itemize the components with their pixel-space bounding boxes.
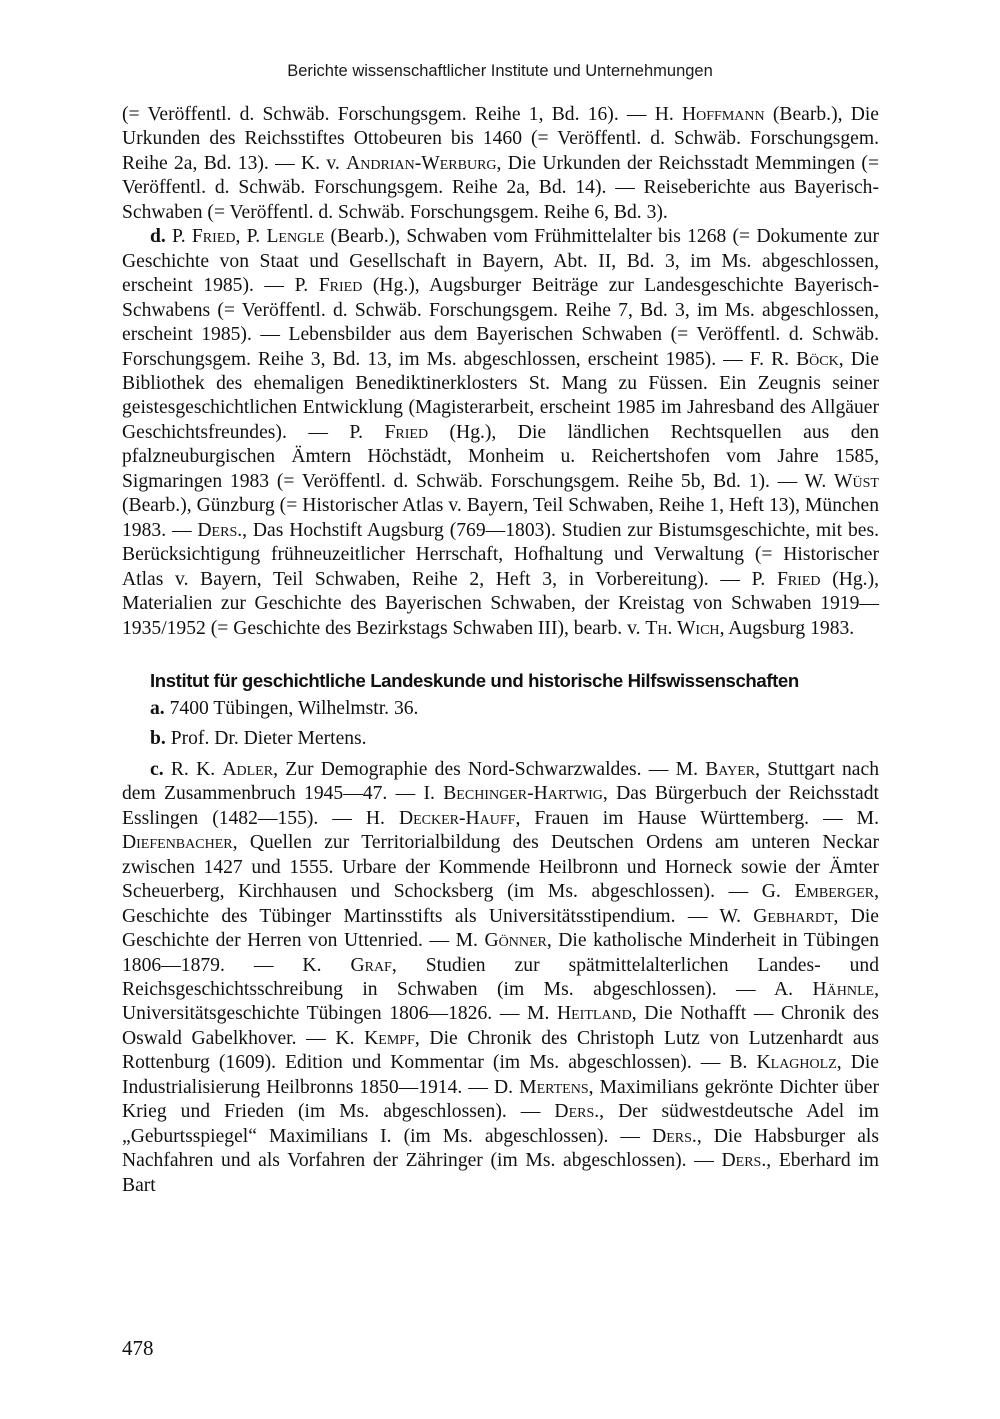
text-run: (Hg.), Augsburger Beiträge zur Landesgeschichte Bayerisch-Schwabens (= Veröffentl. d. Schwäb. Forschungsgem. Reihe 7, Bd. 3, im Ms. abgeschlossen, erscheint 1985). — Lebensbilder aus dem Bayerischen Schwaben (= Veröffentl. d. Schwäb. Forschungsgem. Reihe 3, Bd. 13, im Ms. abgeschlossen, erscheint 1985). — F. R. <box>122 275 879 370</box>
text-run: , Die katholische Minderheit in Tübingen 1806—1879. — K. <box>122 930 880 976</box>
text-run: (Bearb.), Günzburg (= Historischer Atlas v. Bayern, Teil Schwaben, Reihe 1, Heft 13), München 1983. — <box>122 495 879 541</box>
item-label: d. <box>150 226 166 248</box>
author-name: Emberger <box>794 881 875 903</box>
text-run: , Das Bürgerbuch der Reichsstadt Esslingen (1482—155). — H. <box>122 783 879 829</box>
author-name: Lengle <box>266 226 325 248</box>
body-text <box>122 103 879 1198</box>
text-run: 7400 Tübingen, Wilhelmstr. 36. <box>164 697 419 719</box>
author-name: Klagholz <box>756 1052 837 1074</box>
text-run: , Der südwestdeutsche Adel im „Geburtsspiegel“ Maximilians I. (im Ms. abgeschlossen). — <box>122 1101 879 1147</box>
text-run: R. K. <box>163 758 223 780</box>
text-run: , Studien zur spätmittelalterlichen Landes- und Reichsgeschichtsschreibung in Schwaben (im Ms. abgeschlossen). — A. <box>122 954 879 1000</box>
text-run: , Frauen im Hause Württemberg. — M. <box>515 807 879 829</box>
text-run: , Das Hochstift Augsburg (769—1803). Studien zur Bistumsgeschichte, mit bes. Berücksichtigung frühneuzeitlicher Herrschaft, Hofhaltung und Verwaltung (= Historischer Atlas v. Bayern, Teil Schwaben, Reihe 2, Heft 3, in Vorbereitung). — P. <box>122 519 879 590</box>
text-run: , Maximilians gekrönte Dichter über Krieg und Frieden (im Ms. abgeschlossen). — <box>122 1076 879 1123</box>
text-run: , Zur Demographie des Nord-Schwarzwaldes. — M. <box>273 758 706 780</box>
paragraph-continued <box>122 103 879 225</box>
author-name: Fried <box>318 275 363 297</box>
running-head: Berichte wissenschaftlicher Institute und Unternehmungen <box>287 62 713 80</box>
author-name: Gönner <box>484 930 547 952</box>
author-name: Kempf <box>364 1027 415 1049</box>
item-a <box>122 697 879 721</box>
page-number: 478 <box>122 1336 154 1360</box>
author-name: Th. Wich <box>645 617 720 639</box>
author-name: Decker-Hauff <box>398 807 516 829</box>
author-name: Ders. <box>721 1150 767 1172</box>
text-run: , Die Habsburger als Nachfahren und als Vorfahren der Zähringer (im Ms. abgeschlossen). — <box>122 1125 879 1172</box>
item-c <box>122 758 879 1198</box>
author-name: Ders. <box>197 519 243 541</box>
text-run: (= Veröffentl. d. Schwäb. Forschungsgem. Reihe 1, Bd. 16). — H. <box>122 104 683 125</box>
author-name: Fried <box>776 568 821 590</box>
author-name: Mertens <box>519 1076 589 1098</box>
paragraph-d <box>122 225 879 641</box>
text-run: , Die Bibliothek des ehemaligen Benediktinerklosters St. Mang zu Füssen. Ein Zeugnis seiner geistesgeschichtlichen Entwicklung (Magisterarbeit, erscheint 1985 im Jahresband des Allgäuer Geschichtsfreundes). — P. <box>122 348 879 443</box>
text-run: , Stuttgart nach dem Zusammenbruch 1945—47. — I. <box>122 758 879 805</box>
text-run: (Hg.), Materialien zur Geschichte des Bayerischen Schwaben, der Kreistag von Schwaben 1919—1935/1952 (= Geschichte des Bezirkstags Schwaben III), bearb. v. <box>122 568 879 639</box>
text-run: , P. <box>235 226 267 248</box>
author-name: Fried <box>191 226 236 248</box>
author-name: Bayer <box>705 758 756 780</box>
section-heading: Institut für geschichtliche Landeskunde und historische Hilfswissenschaften <box>150 669 799 691</box>
author-name: Gebhardt <box>753 905 834 927</box>
text-run: (Bearb.), Die Urkunden des Reichsstiftes Ottobeuren bis 1460 (= Veröffentl. d. Schwäb. Forschungsgem. Reihe 2a, Bd. 13). — K. v. <box>122 104 879 174</box>
author-name: Heitland <box>556 1003 632 1025</box>
text-run: Prof. Dr. Dieter Mertens. <box>165 728 367 750</box>
text-run: , Die Geschichte der Herren von Uttenried. — M. <box>122 905 880 952</box>
author-name: Andrian-Werburg <box>346 152 497 174</box>
author-name: Wüst <box>834 470 879 492</box>
author-name: Diefenbacher <box>122 832 233 854</box>
text-run: , Universitätsgeschichte Tübingen 1806—1826. — M. <box>122 978 879 1025</box>
text-run: , Eberhard im Bart <box>122 1150 879 1196</box>
text-run: , Die Nothafft — Chronik des Oswald Gabelkhover. — K. <box>122 1003 879 1049</box>
item-label: b. <box>150 728 166 750</box>
author-name: Ders. <box>554 1101 600 1123</box>
text-run: , Die Industrialisierung Heilbronns 1850—1914. — D. <box>122 1052 880 1098</box>
text-run: , Augsburg 1983. <box>719 617 855 639</box>
item-label: c. <box>150 758 164 780</box>
author-name: Adler <box>222 758 274 780</box>
text-run: , Quellen zur Territorialbildung des Deutschen Ordens am unteren Neckar zwischen 1427 und 1555. Urbare der Kommende Heilbronn und Horneck sowie der Ämter Scheuerberg, Kirchhausen und Schocksberg (im Ms. abgeschlossen). — G. <box>122 832 879 903</box>
text-run: , Die Urkunden der Reichsstadt Memmingen (= Veröffentl. d. Schwäb. Forschungsgem. Reihe 2a, Bd. 14). — Reiseberichte aus Bayerisch-Schwaben (= Veröffentl. d. Schwäb. Forschungsgem. Reihe 6, Bd. 3). <box>122 152 879 223</box>
text-run: P. <box>165 226 192 248</box>
text-run: , Die Chronik des Christoph Lutz von Lutzenhardt aus Rottenburg (1609). Edition und Kommentar (im Ms. abgeschlossen). — B. <box>122 1027 880 1074</box>
author-name: Bechinger-Hartwig <box>443 783 603 805</box>
author-name: Hähnle <box>812 978 875 1000</box>
text-run: , Geschichte des Tübinger Martinsstifts als Universitätsstipendium. — W. <box>122 881 879 927</box>
author-name: Ders. <box>652 1125 697 1147</box>
author-name: Böck <box>796 348 839 370</box>
author-name: Hoffmann <box>682 104 765 125</box>
item-b <box>122 727 879 751</box>
item-label: a. <box>150 697 165 719</box>
text-run: (Bearb.), Schwaben vom Frühmittelalter bis 1268 (= Dokumente zur Geschichte von Staat und Gesellschaft in Bayern, Abt. II, Bd. 3, im Ms. abgeschlossen, erscheint 1985). — P. <box>122 226 879 297</box>
text-run: (Hg.), Die ländlichen Rechtsquellen aus den pfalzneuburgischen Ämtern Höchstädt, Monheim u. Reichertshofen vom Jahre 1585, Sigmaringen 1983 (= Veröffentl. d. Schwäb. Forschungsgem. Reihe 5b, Bd. 1). — W. <box>122 421 880 492</box>
author-name: Graf <box>350 954 392 976</box>
author-name: Fried <box>384 421 429 443</box>
